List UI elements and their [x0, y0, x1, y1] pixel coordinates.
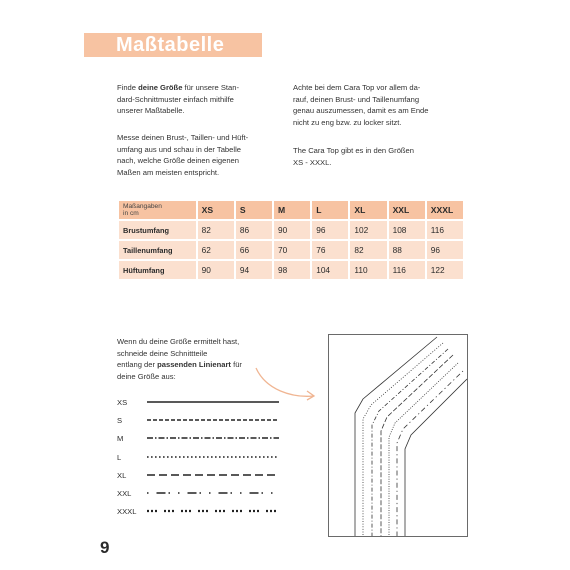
table-row [119, 241, 463, 259]
table-cell: 98 [274, 261, 310, 279]
available-sizes-paragraph: The Cara Top gibt es in den Größen XS - XXXL. [293, 146, 415, 167]
table-cell: 96 [427, 241, 463, 259]
legend-label: M [117, 434, 124, 444]
size-header-xs: XS [198, 201, 234, 219]
table-row [119, 261, 463, 279]
table-cell: 102 [350, 221, 386, 239]
legend-row-xl [117, 469, 287, 487]
table-header-row [119, 201, 463, 219]
intro-paragraph-2: Messe deinen Brust-, Taillen- und Hüft- umfang aus und schau in der Tabelle nach, welche Größe deinen eigenen Maßen am meisten entspricht. [117, 133, 249, 177]
table-cell: 88 [389, 241, 425, 259]
row-label-hueftumfang: Hüftumfang [119, 261, 196, 279]
size-header-m: M [274, 201, 310, 219]
line-style-legend [117, 396, 287, 523]
table-cell: 62 [198, 241, 234, 259]
legend-label: XXL [117, 488, 132, 498]
table-cell: 104 [312, 261, 348, 279]
table-cell: 76 [312, 241, 348, 259]
table-cell: 96 [312, 221, 348, 239]
line-sample-dot-groups [147, 505, 281, 517]
row-label-brustumfang: Brustumfang [119, 221, 196, 239]
table-cell: 86 [236, 221, 272, 239]
page-number: 9 [100, 538, 110, 557]
table-cell: 116 [427, 221, 463, 239]
table-cell: 70 [274, 241, 310, 259]
size-header-l: L [312, 201, 348, 219]
table-cell: 108 [389, 221, 425, 239]
legend-label: XXXL [117, 507, 137, 517]
legend-row-xxl [117, 487, 287, 505]
table-cell: 82 [350, 241, 386, 259]
table-cell: 90 [274, 221, 310, 239]
table-cell: 94 [236, 261, 272, 279]
table-corner-cell: Maßangaben in cm [119, 201, 196, 219]
fit-note-paragraph: Achte bei dem Cara Top vor allem da- rauf, deinen Brust- und Taillenumfang genau auszumessen, damit es am Ende nicht zu eng bzw. zu locker sitzt. [293, 83, 429, 127]
line-sample-dash-dot-dot [147, 487, 281, 499]
line-sample-dotted [147, 451, 281, 463]
legend-row-s [117, 414, 287, 432]
table-cell: 82 [198, 221, 234, 239]
pattern-piece-illustration [328, 334, 468, 537]
page-title: Maßtabelle [116, 34, 225, 56]
legend-row-l [117, 451, 287, 469]
size-header-xxxl: XXXL [427, 201, 463, 219]
row-label-taillenumfang: Taillenumfang [119, 241, 196, 259]
table-cell: 116 [389, 261, 425, 279]
table-row [119, 221, 463, 239]
size-header-xl: XL [350, 201, 386, 219]
intro-paragraph-1: Finde deine Größe für unsere Stan- dard-Schnittmuster einfach mithilfe unserer Maßtabelle. [117, 83, 239, 116]
legend-row-xxxl [117, 505, 287, 523]
line-sample-dashed [147, 414, 281, 426]
legend-row-m [117, 432, 287, 450]
legend-label: XL [117, 470, 127, 480]
table-cell: 66 [236, 241, 272, 259]
line-sample-long-dash [147, 469, 281, 481]
size-table [117, 199, 465, 281]
table-cell: 110 [350, 261, 386, 279]
size-header-s: S [236, 201, 272, 219]
line-sample-dash-dot [147, 432, 281, 444]
size-header-xxl: XXL [389, 201, 425, 219]
table-cell: 122 [427, 261, 463, 279]
pattern-lines-graphic [329, 335, 467, 536]
cutting-instructions: Wenn du deine Größe ermittelt hast, schneide deine Schnittteile entlang der passenden Linienart für deine Größe aus: [117, 337, 242, 381]
arrow-right-icon [252, 364, 324, 404]
legend-label: L [117, 452, 122, 462]
legend-label: XS [117, 398, 128, 407]
table-cell: 90 [198, 261, 234, 279]
legend-label: S [117, 416, 123, 426]
